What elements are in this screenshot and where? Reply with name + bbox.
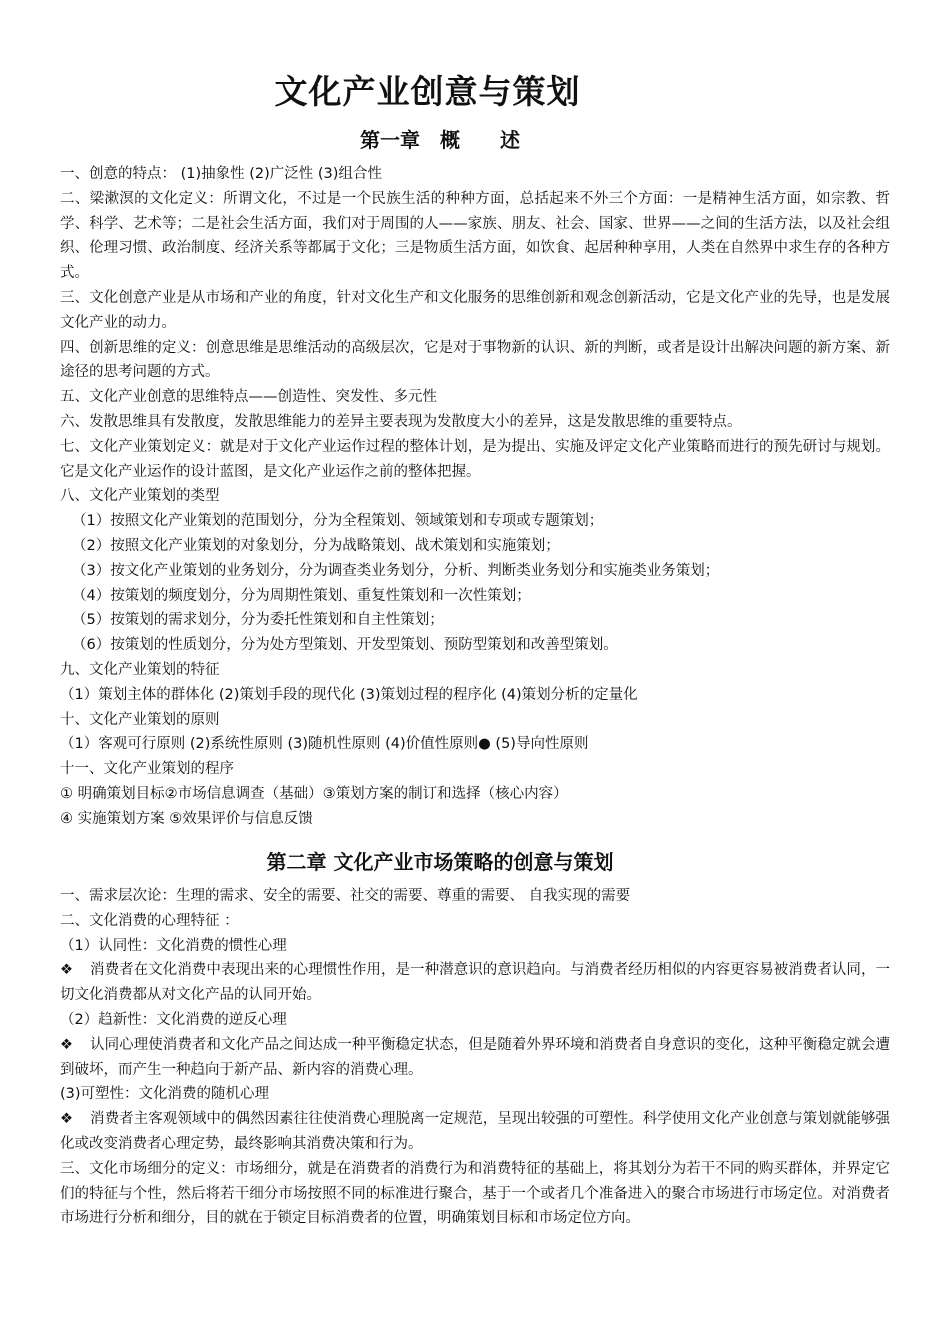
paragraph: 二、文化消费的心理特征 ： [60, 912, 239, 929]
paragraph: （1）客观可行原则 (2)系统性原则 (3)随机性原则 (4)价值性原则● (5)导向性原则 [60, 736, 589, 753]
document-title: 文化产业创意与策划 [274, 72, 581, 111]
bullet-text: 消费者主客观领域中的偶然因素往往使消费心理脱离一定规范，呈现出较强的可塑性。科学使用文化产业创意与策划就能够强化或改变消费者心理定势，最终影响其消费决策和行为。 [60, 1111, 890, 1152]
paragraph: (3)可塑性：文化消费的随机心理 [60, 1086, 270, 1103]
diamond-bullet-icon: ❖ [60, 962, 73, 979]
paragraph: 九、文化产业策划的特征 [60, 661, 220, 678]
list-item: （4）按策划的频度划分，分为周期性策划、重复性策划和一次性策划； [72, 587, 531, 604]
bullet-paragraph [60, 1033, 890, 1083]
chapter-2-body [60, 884, 890, 1231]
bullet-paragraph [60, 958, 890, 1008]
paragraph: ① 明确策划目标②市场信息调查（基础）③策划方案的制订和选择（核心内容） [60, 785, 568, 802]
diamond-bullet-icon: ❖ [60, 1111, 73, 1128]
list-item: （3）按文化产业策划的业务划分，分为调查类业务划分，分析、判断类业务划分和实施类业务策划； [72, 562, 720, 579]
paragraph: 三、文化创意产业是从市场和产业的角度，针对文化生产和文化服务的思维创新和观念创新活动，它是文化产业的先导，也是发展文化产业的动力。 [60, 289, 890, 331]
paragraph: 八、文化产业策划的类型 [60, 488, 220, 505]
list-item: （5）按策划的需求划分，分为委托性策划和自主性策划； [72, 612, 444, 629]
list-item: （2）按照文化产业策划的对象划分，分为战略策划、战术策划和实施策划； [72, 537, 560, 554]
paragraph: 十一、文化产业策划的程序 [60, 761, 234, 778]
paragraph: ④ 实施策划方案 ⑤效果评价与信息反馈 [60, 810, 313, 827]
chapter-2-heading: 第二章 文化产业市场策略的创意与策划 [266, 850, 614, 874]
paragraph: （1）策划主体的群体化 (2)策划手段的现代化 (3)策划过程的程序化 (4)策划分析的定量化 [60, 686, 638, 703]
paragraph: 十、文化产业策划的原则 [60, 711, 220, 728]
list-item: （6）按策划的性质划分，分为处方型策划、开发型策划、预防型策划和改善型策划。 [72, 637, 618, 654]
paragraph: 一、需求层次论：生理的需求、安全的需要、社交的需要、尊重的需要、 自我实现的需要 [60, 888, 631, 904]
paragraph: 六、发散思维具有发散度，发散思维能力的差异主要表现为发散度大小的差异，这是发散思维的重要特点。 [60, 413, 742, 430]
paragraph: 四、创新思维的定义：创意思维是思维活动的高级层次，它是对于事物新的认识、新的判断，或者是设计出解决问题的新方案、新途径的思考问题的方式。 [60, 339, 890, 381]
paragraph: 七、文化产业策划定义：就是对于文化产业运作过程的整体计划，是为提出、实施及评定文化产业策略而进行的预先研讨与规划。它是文化产业运作的设计蓝图，是文化产业运作之前的整体把握。 [60, 438, 890, 480]
paragraph: 二、梁漱溟的文化定义：所谓文化，不过是一个民族生活的种种方面，总括起来不外三个方面：一是精神生活方面，如宗教、哲学、科学、艺术等；二是社会生活方面，我们对于周围的人——家族、朋友、社会、国家、世界——之间的生活方法，以及社会组织、伦理习惯、政治制度、经济关系等都属于文化；三是物质生活方面，如饮食、起居种种享用，人类在自然界中求生存的各种方式。 [60, 190, 890, 282]
chapter-1-body [60, 162, 890, 832]
chapter-1-heading: 第一章 概 述 [360, 128, 520, 152]
bullet-text: 消费者在文化消费中表现出来的心理惯性作用，是一种潜意识的意识趋向。与消费者经历相似的内容更容易被消费者认同，一切文化消费都从对文化产品的认同开始。 [60, 962, 890, 1004]
list-item: （1）按照文化产业策划的范围划分，分为全程策划、领域策划和专项或专题策划； [72, 513, 604, 530]
bullet-paragraph [60, 1107, 890, 1157]
paragraph: 一、创意的特点： (1)抽象性 (2)广泛性 (3)组合性 [60, 166, 382, 182]
paragraph: 三、文化市场细分的定义：市场细分，就是在消费者的消费行为和消费特征的基础上，将其划分为若干不同的购买群体，并界定它们的特征与个性，然后将若干细分市场按照不同的标准进行聚合，基于一个或者几个准备进入的聚合市场进行市场定位。对消费者市场进行分析和细分，目的就在于锁定目标消费者的位置，明确策划目标和市场定位方向。 [60, 1160, 890, 1227]
paragraph: （2）趋新性：文化消费的逆反心理 [60, 1011, 287, 1028]
paragraph: （1）认同性：文化消费的惯性心理 [60, 937, 287, 954]
diamond-bullet-icon: ❖ [60, 1036, 73, 1053]
paragraph: 五、文化产业创意的思维特点——创造性、突发性、多元性 [60, 389, 437, 406]
bullet-text: 认同心理使消费者和文化产品之间达成一种平衡稳定状态，但是随着外界环境和消费者自身意识的变化，这种平衡稳定就会遭到破坏，而产生一种趋向于新产品、新内容的消费心理。 [60, 1036, 890, 1078]
